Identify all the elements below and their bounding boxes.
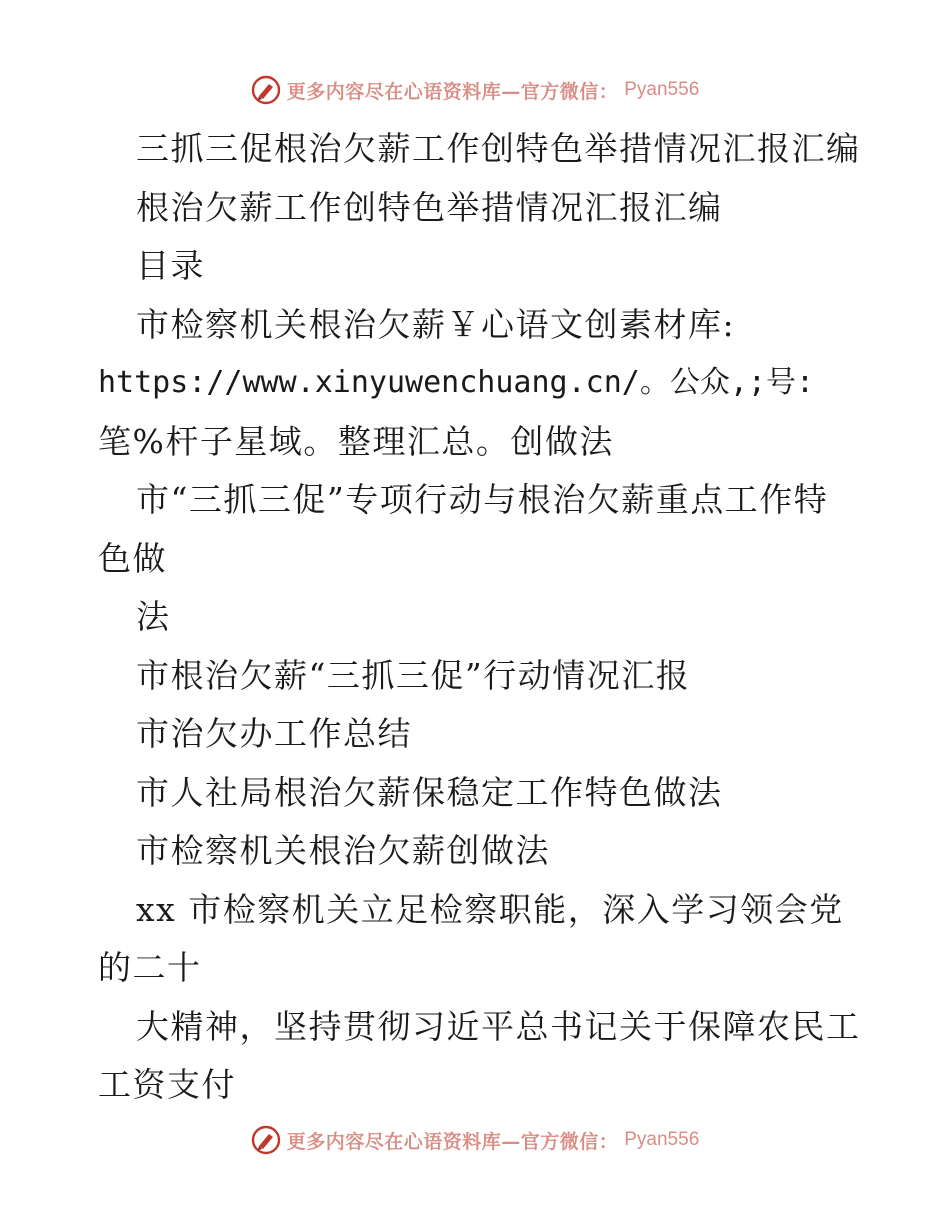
pen-logo-icon bbox=[251, 75, 281, 105]
doc-paragraph-line: 市检察机关根治欠薪￥心语文创素材库: bbox=[136, 304, 736, 344]
pen-logo-icon bbox=[251, 1125, 281, 1155]
doc-title: 三抓三促根治欠薪工作创特色举措情况汇报汇编 bbox=[136, 129, 861, 168]
toc-item: 市“三抓三促”专项行动与根治欠薪重点工作特 bbox=[136, 480, 829, 519]
footer-watermark-account: Pyan556 bbox=[624, 1129, 700, 1150]
toc-item: 市根治欠薪“三抓三促”行动情况汇报 bbox=[136, 655, 691, 695]
header-watermark-text: 更多内容尽在心语资料库—官方微信： bbox=[286, 80, 619, 103]
doc-paragraph-line: 笔%杆子星域。整理汇总。创做法 bbox=[98, 421, 614, 461]
body-paragraph-line: 工资支付 bbox=[98, 1065, 236, 1104]
footer-watermark-banner bbox=[0, 1120, 950, 1160]
toc-item-continuation: 法 bbox=[136, 597, 171, 636]
doc-url-line: https://www.xinyuwenchuang.cn/。公众,;号: bbox=[98, 365, 815, 400]
header-watermark-banner bbox=[0, 70, 950, 110]
body-paragraph-line: xx 市检察机关立足检察职能，深入学习领会党 bbox=[136, 889, 844, 929]
header-watermark-account: Pyan556 bbox=[624, 79, 700, 100]
toc-item-continuation: 色做 bbox=[98, 538, 167, 578]
footer-watermark-inner bbox=[251, 1125, 700, 1155]
body-paragraph-line: 的二十 bbox=[98, 948, 202, 987]
document-body bbox=[98, 120, 861, 1115]
body-paragraph-line: 大精神，坚持贯彻习近平总书记关于保障农民工 bbox=[136, 1006, 861, 1046]
toc-item: 市人社局根治欠薪保稳定工作特色做法 bbox=[136, 772, 723, 812]
header-watermark-inner bbox=[251, 75, 700, 105]
footer-watermark-text: 更多内容尽在心语资料库—官方微信： bbox=[286, 1130, 619, 1153]
doc-subtitle: 根治欠薪工作创特色举措情况汇报汇编 bbox=[136, 187, 723, 227]
toc-item: 市检察机关根治欠薪创做法 bbox=[136, 831, 550, 870]
toc-heading: 目录 bbox=[136, 246, 205, 285]
toc-item: 市治欠办工作总结 bbox=[136, 714, 412, 753]
